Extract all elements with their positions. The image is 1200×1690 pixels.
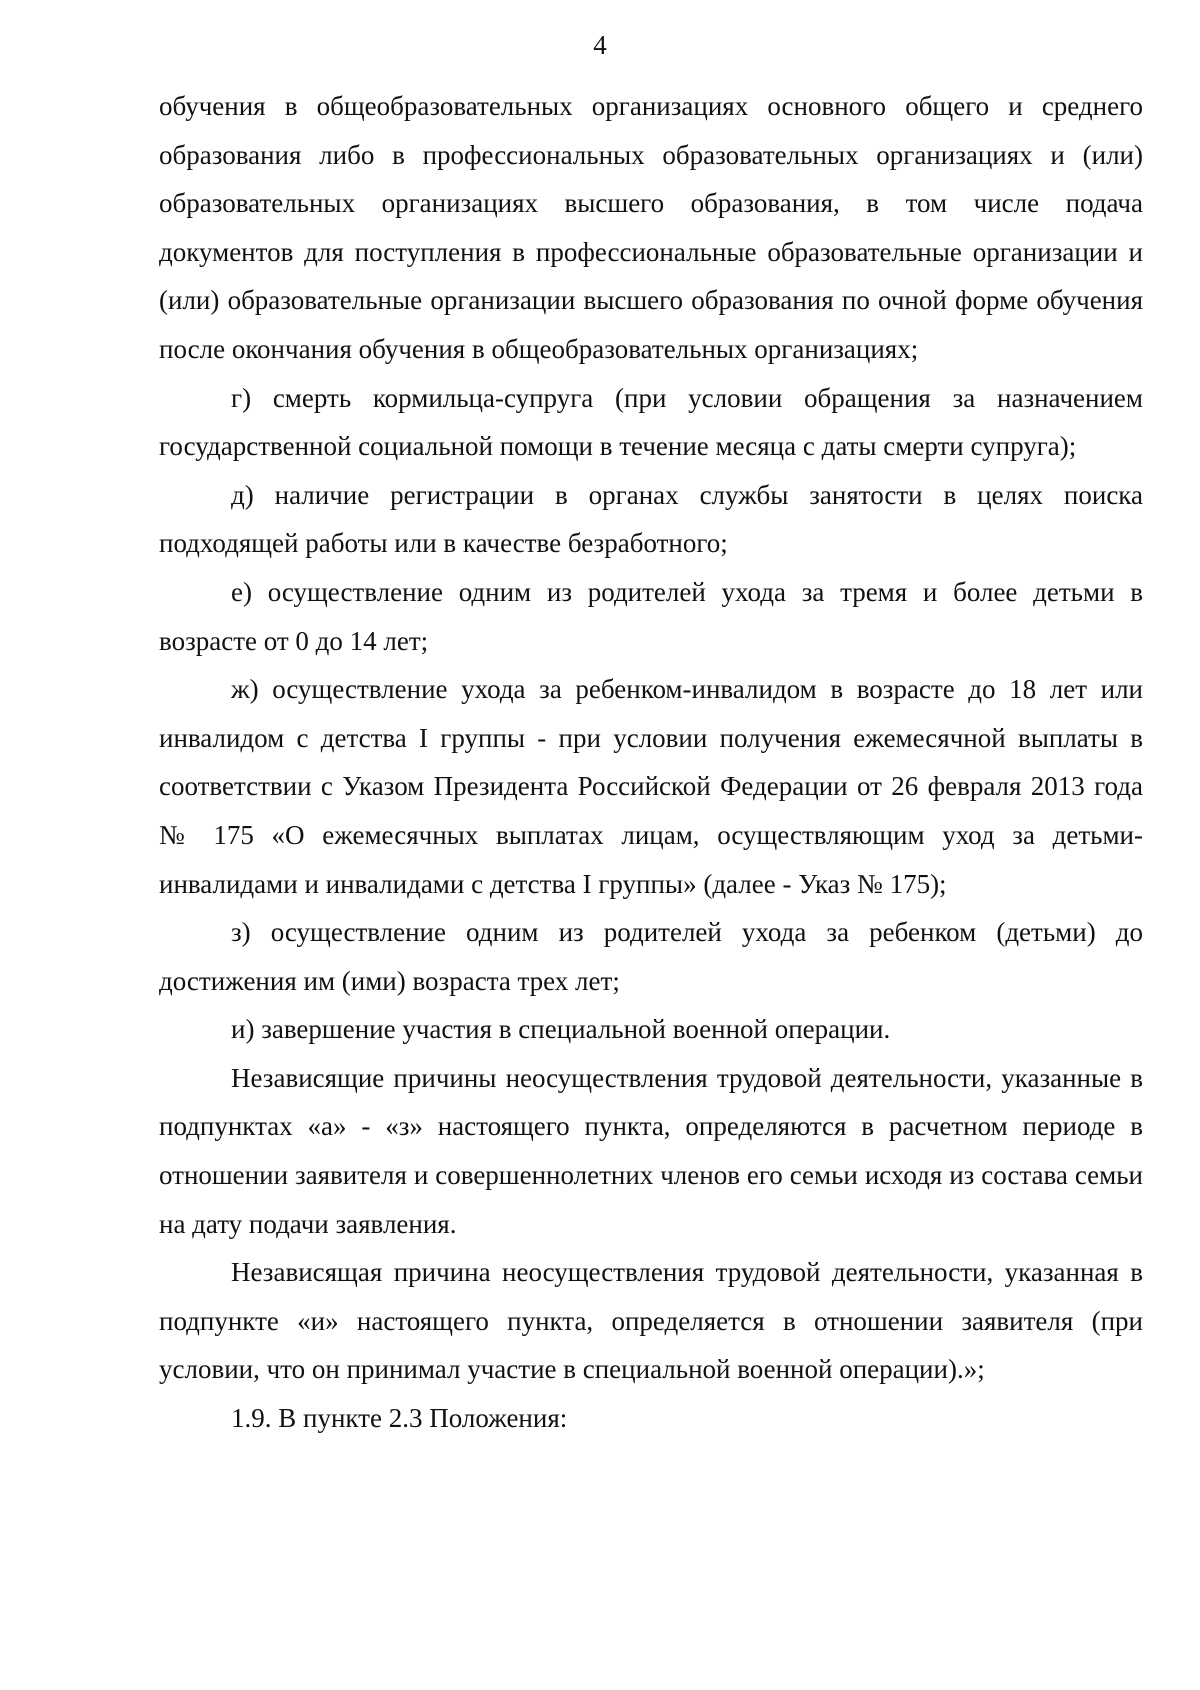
paragraph-education-continuation: обучения в общеобразовательных организациях основного общего и среднего образования либо в профессиональных образовательных организациях и (или) образовательных организациях высшего образования, в том числе подача документов для поступления в профессиональные образовательные организации и (или) образовательные организации высшего образования по очной форме обучения после окончания обучения в общеобразовательных организациях; <box>159 91 1143 364</box>
paragraph-item-g: г) смерть кормильца-супруга (при условии обращения за назначением государственной социальной помощи в течение месяца с даты смерти супруга); <box>159 382 1143 462</box>
paragraph-independent-reason-svo: Независящая причина неосуществления трудовой деятельности, указанная в подпункте «и» настоящего пункта, определяется в отношении заявителя (при условии, что он принимал участие в специальной военной операции).»; <box>159 1257 1143 1385</box>
paragraph-item-i: и) завершение участия в специальной военной операции. <box>231 1014 891 1045</box>
paragraph-item-e: е) осуществление одним из родителей ухода за тремя и более детьми в возрасте от 0 до 14 лет; <box>159 576 1143 656</box>
document-body <box>159 82 1143 1443</box>
paragraph-section-1-9: 1.9. В пункте 2.3 Положения: <box>231 1403 568 1434</box>
paragraph-item-d: д) наличие регистрации в органах службы занятости в целях поиска подходящей работы или в качестве безработного; <box>159 479 1143 559</box>
page-number: 4 <box>593 30 607 60</box>
paragraph-item-zh: ж) осуществление ухода за ребенком-инвалидом в возрасте до 18 лет или инвалидом с детства I группы - при условии получения ежемесячной выплаты в соответствии с Указом Президента Российской Федерации от 26 февраля 2013 года № 175 «О ежемесячных выплатах лицам, осуществляющим уход за детьми-инвалидами и инвалидами с детства I группы» (далее - Указ № 175); <box>159 674 1143 899</box>
paragraph-item-z: з) осуществление одним из родителей ухода за ребенком (детьми) до достижения им (ими) возраста трех лет; <box>159 917 1143 996</box>
paragraph-independent-reasons: Независящие причины неосуществления трудовой деятельности, указанные в подпунктах «а» - «з» настоящего пункта, определяются в расчетном периоде в отношении заявителя и совершеннолетних членов его семьи исходя из состава семьи на дату подачи заявления. <box>159 1062 1143 1239</box>
